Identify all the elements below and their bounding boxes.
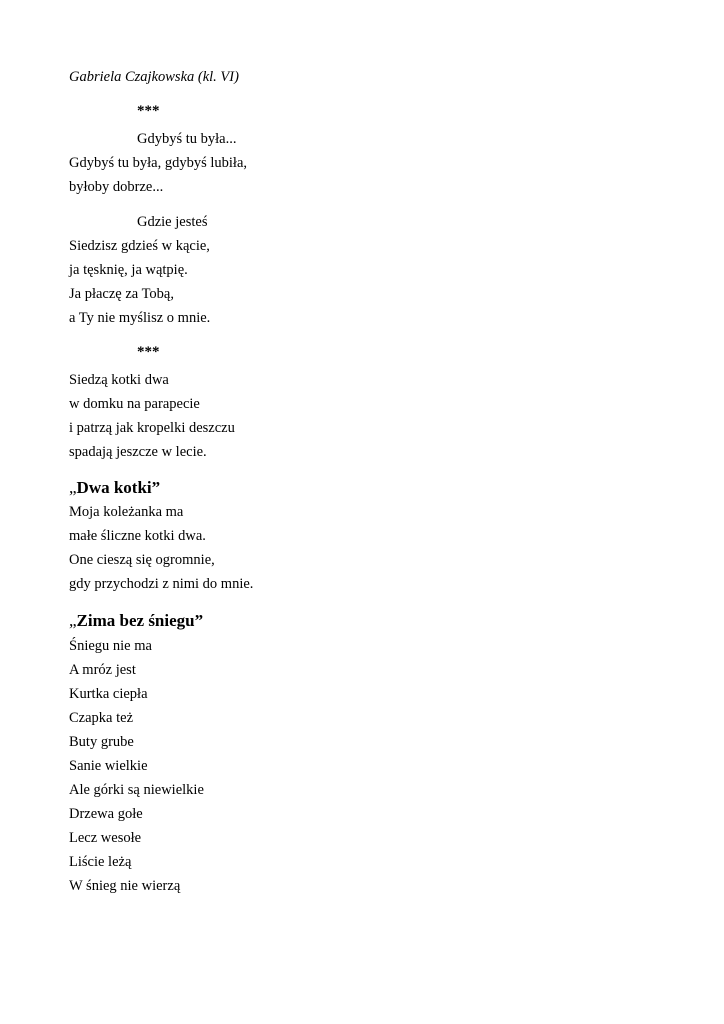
poem3-line-2: w domku na parapecie bbox=[69, 396, 200, 412]
poem2-line-2: ja tęsknię, ja wątpię. bbox=[69, 262, 188, 278]
poem5-line-2: A mróz jest bbox=[69, 662, 136, 678]
poem5-line-9: Lecz wesołe bbox=[69, 830, 142, 846]
poem4-heading bbox=[69, 478, 160, 498]
poem5-line-7: Ale górki są niewielkie bbox=[69, 782, 204, 798]
poem3-line-1: Siedzą kotki dwa bbox=[69, 372, 169, 388]
poem4-open-quote: „ bbox=[69, 478, 77, 497]
poem5-line-8: Drzewa gołe bbox=[69, 806, 143, 822]
poem2-line-4: a Ty nie myślisz o mnie. bbox=[69, 310, 211, 326]
poem2-line-3: Ja płaczę za Tobą, bbox=[69, 286, 174, 302]
poem4-line-4: gdy przychodzi z nimi do mnie. bbox=[69, 576, 254, 592]
poem1-title: Gdybyś tu była... bbox=[137, 131, 237, 147]
poem3-stars: *** bbox=[137, 344, 160, 360]
poem2-line-1: Siedzisz gdzieś w kącie, bbox=[69, 238, 210, 254]
poem5-title: Zima bez śniegu” bbox=[76, 611, 204, 630]
poem5-line-3: Kurtka ciepła bbox=[69, 686, 148, 702]
poem5-open-quote: „ bbox=[69, 611, 77, 630]
poem5-line-11: W śnieg nie wierzą bbox=[69, 878, 181, 894]
poem1-stars: *** bbox=[137, 103, 160, 119]
poem5-line-6: Sanie wielkie bbox=[69, 758, 148, 774]
poem5-line-10: Liście leżą bbox=[69, 854, 132, 870]
poem5-line-5: Buty grube bbox=[69, 734, 134, 750]
poem5-line-4: Czapka też bbox=[69, 710, 134, 726]
poem2-title: Gdzie jesteś bbox=[137, 214, 208, 230]
poem5-heading bbox=[69, 611, 203, 631]
poem3-line-3: i patrzą jak kropelki deszczu bbox=[69, 420, 235, 436]
poem1-line-2: byłoby dobrze... bbox=[69, 179, 164, 195]
poem1-line-1: Gdybyś tu była, gdybyś lubiła, bbox=[69, 155, 248, 171]
poem4-title: Dwa kotki” bbox=[76, 478, 161, 497]
poem3-line-4: spadają jeszcze w lecie. bbox=[69, 444, 207, 460]
author-line: Gabriela Czajkowska (kl. VI) bbox=[69, 69, 239, 85]
poem4-line-2: małe śliczne kotki dwa. bbox=[69, 528, 206, 544]
poem4-line-3: One cieszą się ogromnie, bbox=[69, 552, 215, 568]
poem4-line-1: Moja koleżanka ma bbox=[69, 504, 184, 520]
poem5-line-1: Śniegu nie ma bbox=[69, 638, 152, 654]
